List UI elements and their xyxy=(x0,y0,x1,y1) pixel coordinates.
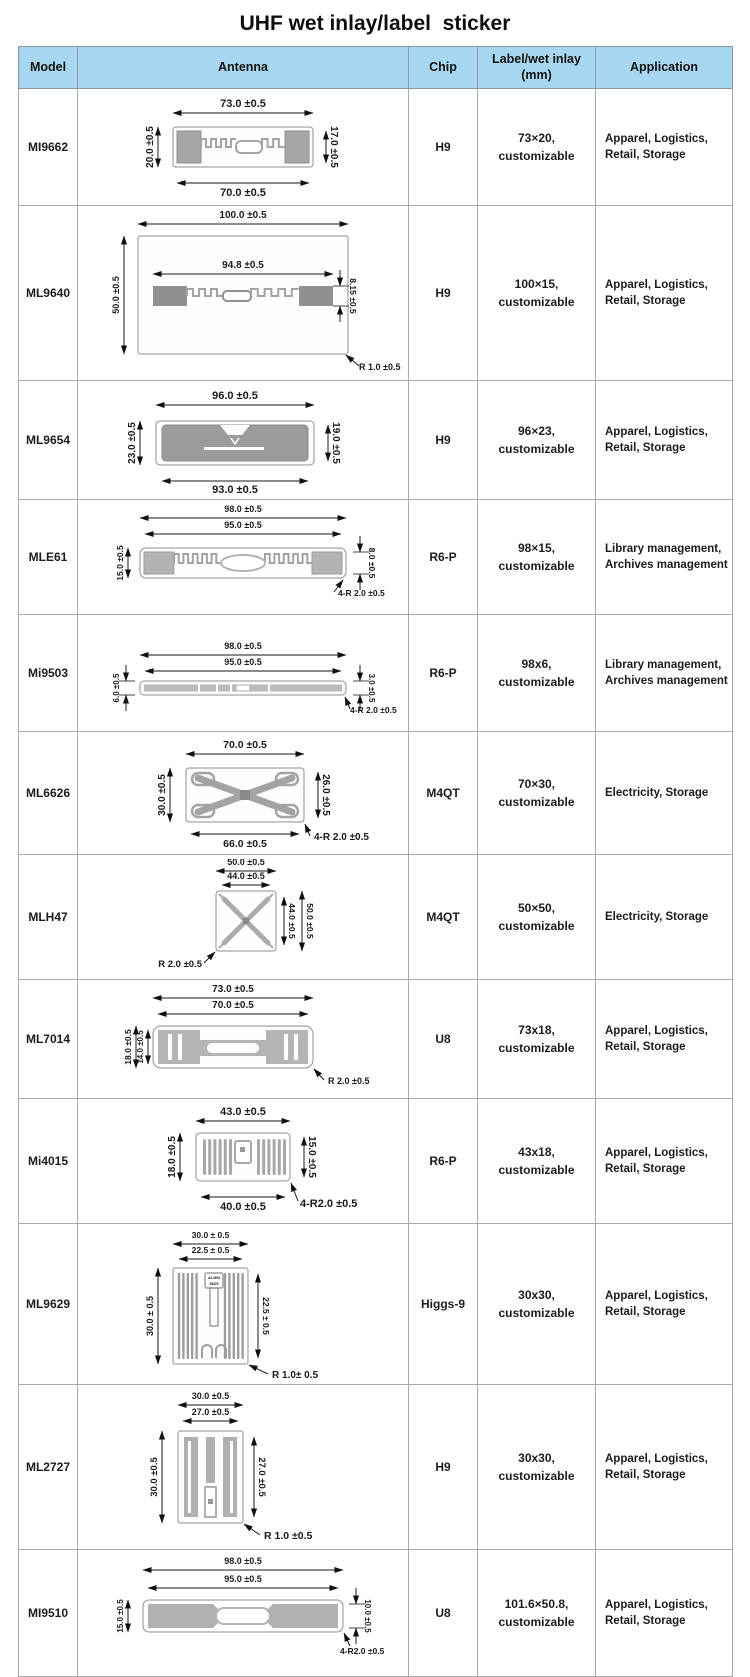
antenna-diagram-cell xyxy=(78,500,409,615)
label-note: customizable xyxy=(498,559,575,574)
model-cell: ML7014 xyxy=(19,980,78,1099)
dimension-label: 6.0 ±0.5 xyxy=(112,673,121,703)
label-size-cell xyxy=(478,732,596,855)
table-row xyxy=(19,89,733,206)
dimension-label: 10.0 ±0.5 xyxy=(363,1599,372,1633)
dimension-label: 8.15 ±0.5 xyxy=(348,278,358,314)
dimension-label: R 2.0 ±0.5 xyxy=(158,959,202,971)
model-cell: ML9629 xyxy=(19,1224,78,1385)
dimension-label: 70.0 ±0.5 xyxy=(212,1000,254,1012)
antenna-diagram xyxy=(78,1103,408,1219)
chip-cell: U8 xyxy=(409,1550,478,1677)
dimension-label: R 1.0 ±0.5 xyxy=(359,362,401,373)
label-size: 30x30, xyxy=(518,1287,555,1302)
antenna-diagram-cell xyxy=(78,980,409,1099)
label-note: customizable xyxy=(498,295,575,310)
chip-cell: H9 xyxy=(409,206,478,381)
application-cell: Apparel, Logistics, Retail, Storage xyxy=(596,1224,733,1385)
model-cell: ML6626 xyxy=(19,732,78,855)
dimension-label: 98.0 ±0.5 xyxy=(224,1556,262,1567)
label-note: customizable xyxy=(498,1041,575,1056)
dimension-label: 3.0 ±0.5 xyxy=(367,673,376,703)
application-cell: Apparel, Logistics, Retail, Storage xyxy=(596,381,733,500)
label-size: 73x18, xyxy=(518,1022,555,1037)
antenna-diagram xyxy=(78,619,408,727)
label-note: customizable xyxy=(498,442,575,457)
application-cell: Library management, Archives management xyxy=(596,615,733,732)
chip-cell: M4QT xyxy=(409,732,478,855)
dimension-label: 4-R 2.0 ±0.5 xyxy=(338,588,385,599)
label-note: customizable xyxy=(498,675,575,690)
application-cell: Electricity, Storage xyxy=(596,732,733,855)
dimension-label: 4-R 2.0 ±0.5 xyxy=(350,705,397,716)
dimension-label: 96.0 ±0.5 xyxy=(212,390,258,403)
model-cell: MI9662 xyxy=(19,89,78,206)
chip-cell: H9 xyxy=(409,1385,478,1550)
label-size-cell xyxy=(478,980,596,1099)
model-cell: MLH47 xyxy=(19,855,78,980)
antenna-diagram xyxy=(78,859,408,975)
dimension-label: 8.0 ±0.5 xyxy=(367,547,377,579)
page-title: UHF wet inlay/label sticker xyxy=(239,12,511,35)
label-size-cell xyxy=(478,1224,596,1385)
dimension-label: 44.0 ±0.5 xyxy=(227,871,265,882)
dimension-label: 43.0 ±0.5 xyxy=(220,1106,266,1119)
dimension-label: 73.0 ±0.5 xyxy=(212,984,254,996)
table-row xyxy=(19,980,733,1099)
label-size: 100×15, xyxy=(514,276,559,291)
col-header-chip: Chip xyxy=(409,47,478,89)
dimension-label: 44.0 ±0.5 xyxy=(287,903,297,939)
dimension-label: R 1.0 ±0.5 xyxy=(264,1530,313,1543)
chip-cell: Higgs-9 xyxy=(409,1224,478,1385)
chip-cell: R6-P xyxy=(409,1099,478,1224)
antenna-diagram xyxy=(78,736,408,850)
dimension-label: 30.0 ±0.5 xyxy=(149,1457,160,1498)
label-size: 98×15, xyxy=(517,540,556,555)
antenna-diagram-cell xyxy=(78,206,409,381)
table-row xyxy=(19,1385,733,1550)
chip-cell: U8 xyxy=(409,980,478,1099)
chip-cell: R6-P xyxy=(409,615,478,732)
antenna-diagram xyxy=(78,984,408,1094)
dimension-label: 22.5 ± 0.5 xyxy=(261,1297,271,1336)
antenna-diagram xyxy=(78,1228,408,1380)
model-cell: MLE61 xyxy=(19,500,78,615)
label-size: 30x30, xyxy=(518,1450,555,1465)
application-cell: Apparel, Logistics, Retail, Storage xyxy=(596,980,733,1099)
dimension-label: 22.5 ± 0.5 xyxy=(191,1245,230,1256)
dimension-label: 15.0 ±0.5 xyxy=(116,1599,125,1633)
dimension-label: 70.0 ±0.5 xyxy=(223,739,267,752)
label-note: customizable xyxy=(498,795,575,810)
label-note: customizable xyxy=(498,149,575,164)
table-row xyxy=(19,615,733,732)
dimension-label: 27.0 ±0.5 xyxy=(256,1457,267,1498)
label-size: 43x18, xyxy=(518,1144,555,1159)
label-size: 73×20, xyxy=(517,130,556,145)
antenna-diagram xyxy=(78,93,408,201)
label-size-cell xyxy=(478,1550,596,1677)
dimension-label: R 1.0± 0.5 xyxy=(272,1370,319,1381)
model-cell: MI9510 xyxy=(19,1550,78,1677)
antenna-diagram-cell xyxy=(78,381,409,500)
model-cell: ML9640 xyxy=(19,206,78,381)
antenna-diagram xyxy=(78,1554,408,1672)
header-row xyxy=(19,47,733,89)
label-size-cell xyxy=(478,1385,596,1550)
antenna-diagram xyxy=(78,210,408,376)
label-note: customizable xyxy=(498,1306,575,1321)
dimension-label: 73.0 ±0.5 xyxy=(220,98,266,111)
label-size-cell xyxy=(478,89,596,206)
dimension-label: 70.0 ±0.5 xyxy=(220,187,266,200)
dimension-label: 100.0 ±0.5 xyxy=(219,210,267,222)
antenna-diagram-cell xyxy=(78,1224,409,1385)
dimension-label: 95.0 ±0.5 xyxy=(224,520,262,531)
dimension-label: 30.0 ± 0.5 xyxy=(191,1230,230,1241)
label-note: customizable xyxy=(498,1469,575,1484)
label-size-cell xyxy=(478,381,596,500)
model-cell: Mi9503 xyxy=(19,615,78,732)
application-cell: Apparel, Logistics, Retail, Storage xyxy=(596,1099,733,1224)
antenna-diagram-cell xyxy=(78,615,409,732)
dimension-label: 66.0 ±0.5 xyxy=(223,838,267,851)
chip-cell: H9 xyxy=(409,381,478,500)
table-row xyxy=(19,206,733,381)
col-header-antenna: Antenna xyxy=(78,47,409,89)
model-cell: ML9654 xyxy=(19,381,78,500)
dimension-label: 40.0 ±0.5 xyxy=(220,1201,266,1214)
col-header-model: Model xyxy=(19,47,78,89)
antenna-diagram-cell xyxy=(78,1099,409,1224)
dimension-label: 18.0 ±0.5 xyxy=(123,1029,133,1065)
dimension-label: ALIEN xyxy=(208,1275,220,1281)
dimension-label: 50.0 ±0.5 xyxy=(305,903,315,939)
dimension-label: 4-R 2.0 ±0.5 xyxy=(314,832,369,844)
antenna-diagram-cell xyxy=(78,855,409,980)
label-size-cell xyxy=(478,206,596,381)
model-cell: ML2727 xyxy=(19,1385,78,1550)
dimension-label: 30.0 ±0.5 xyxy=(157,774,168,817)
dimension-label: 17.0 ±0.5 xyxy=(328,126,339,169)
label-size: 70×30, xyxy=(517,776,556,791)
dimension-label: 23.0 ±0.5 xyxy=(127,422,138,465)
label-note: customizable xyxy=(498,1615,575,1630)
inlay-spec-table xyxy=(18,46,733,1677)
dimension-label: 15.0 ±0.5 xyxy=(306,1136,317,1179)
dimension-label: 18.0 ±0.5 xyxy=(167,1136,178,1179)
dimension-label: 30.0 ± 0.5 xyxy=(145,1296,155,1337)
dimension-label: 95.0 ±0.5 xyxy=(224,657,262,668)
dimension-label: 9629 xyxy=(209,1281,219,1287)
dimension-label: 19.0 ±0.5 xyxy=(330,422,341,465)
label-size: 101.6×50.8, xyxy=(504,1596,569,1611)
antenna-diagram xyxy=(78,504,408,610)
label-note: customizable xyxy=(498,919,575,934)
dimension-label: 93.0 ±0.5 xyxy=(212,484,258,496)
label-size-cell xyxy=(478,615,596,732)
table-row xyxy=(19,1550,733,1677)
table-row xyxy=(19,732,733,855)
label-size: 98x6, xyxy=(521,656,552,671)
label-size-cell xyxy=(478,855,596,980)
col-header-label: Label/wet inlay (mm) xyxy=(478,47,596,89)
dimension-label: 50.0 ±0.5 xyxy=(111,276,121,314)
model-cell: Mi4015 xyxy=(19,1099,78,1224)
dimension-label: 98.0 ±0.5 xyxy=(224,504,262,515)
table-row xyxy=(19,381,733,500)
antenna-diagram-cell xyxy=(78,1550,409,1677)
application-cell: Apparel, Logistics, Retail, Storage xyxy=(596,1550,733,1677)
dimension-label: 15.0 ±0.5 xyxy=(115,545,125,581)
application-cell: Library management, Archives management xyxy=(596,500,733,615)
table-row xyxy=(19,500,733,615)
dimension-label: 27.0 ±0.5 xyxy=(191,1407,230,1418)
application-cell: Apparel, Logistics, Retail, Storage xyxy=(596,89,733,206)
table-row xyxy=(19,855,733,980)
antenna-diagram-cell xyxy=(78,1385,409,1550)
table-row xyxy=(19,1224,733,1385)
dimension-label: 4-R2.0 ±0.5 xyxy=(300,1198,358,1211)
label-size: 50×50, xyxy=(517,900,556,915)
col-header-application: Application xyxy=(596,47,733,89)
chip-cell: R6-P xyxy=(409,500,478,615)
antenna-diagram xyxy=(78,1389,408,1545)
chip-cell: H9 xyxy=(409,89,478,206)
dimension-label: 4-R2.0 ±0.5 xyxy=(340,1646,385,1657)
dimension-label: 26.0 ±0.5 xyxy=(320,774,331,817)
dimension-label: 95.0 ±0.5 xyxy=(224,1574,262,1585)
application-cell: Electricity, Storage xyxy=(596,855,733,980)
dimension-label: 98.0 ±0.5 xyxy=(224,641,262,652)
dimension-label: 20.0 ±0.5 xyxy=(145,126,156,169)
label-size: 96×23, xyxy=(517,423,556,438)
dimension-label: R 2.0 ±0.5 xyxy=(328,1076,370,1087)
label-size-cell xyxy=(478,500,596,615)
dimension-label: 14.0 ±0.5 xyxy=(136,1030,145,1064)
application-cell: Apparel, Logistics, Retail, Storage xyxy=(596,1385,733,1550)
antenna-diagram xyxy=(78,385,408,495)
table-row xyxy=(19,1099,733,1224)
dimension-label: 30.0 ±0.5 xyxy=(191,1391,230,1402)
dimension-label: 94.8 ±0.5 xyxy=(222,260,264,272)
label-note: customizable xyxy=(498,1163,575,1178)
chip-cell: M4QT xyxy=(409,855,478,980)
dimension-label: 50.0 ±0.5 xyxy=(227,859,265,868)
antenna-diagram-cell xyxy=(78,732,409,855)
application-cell: Apparel, Logistics, Retail, Storage xyxy=(596,206,733,381)
antenna-diagram-cell xyxy=(78,89,409,206)
label-size-cell xyxy=(478,1099,596,1224)
